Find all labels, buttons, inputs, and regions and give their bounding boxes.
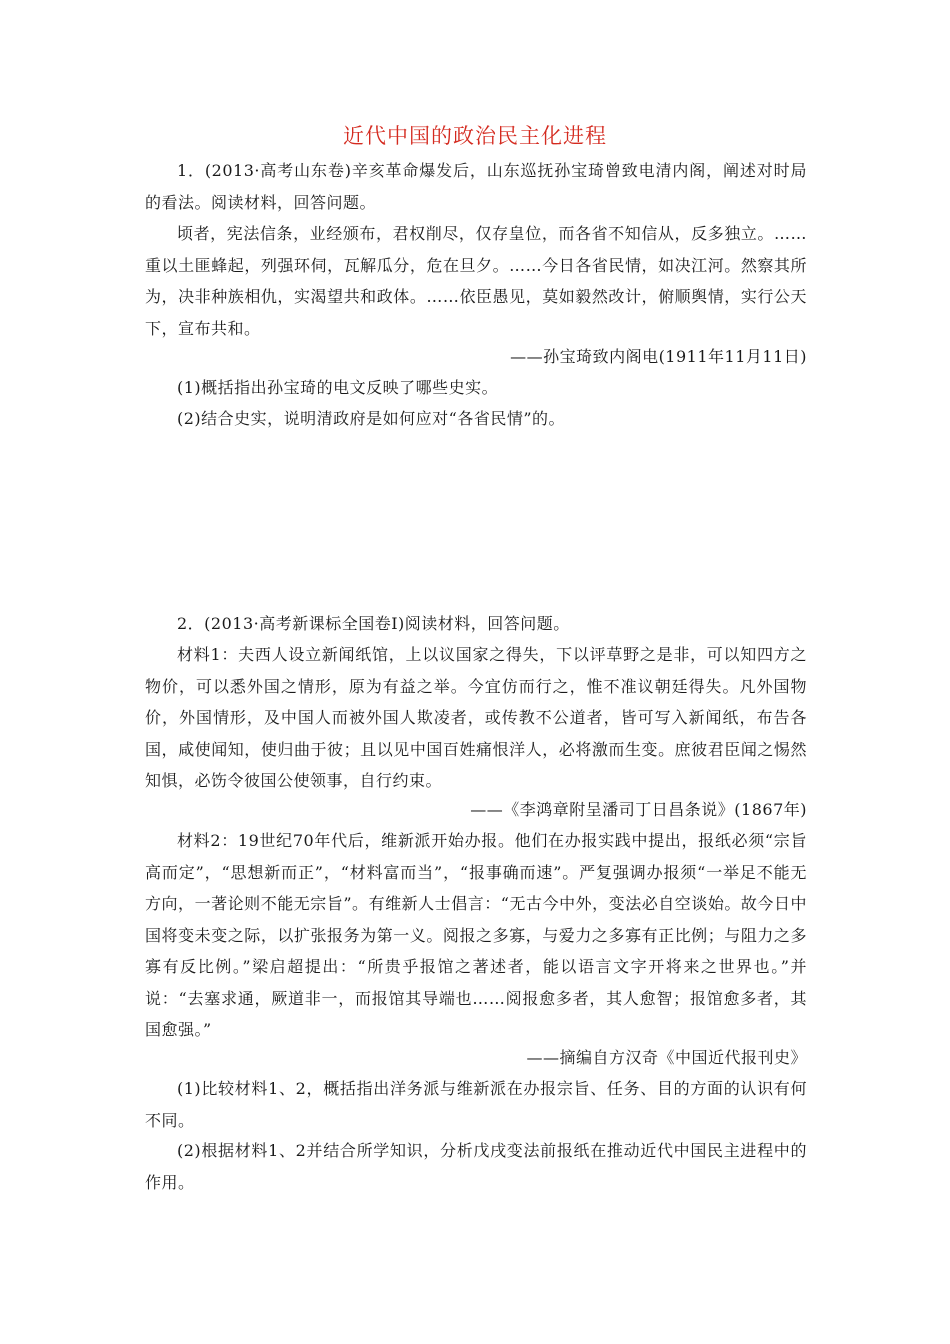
q2-source-1: ——《李鸿章附呈潘司丁日昌条说》(1867年) [470,800,807,819]
q2-source-2: ——摘编自方汉奇《中国近代报刊史》 [526,1048,807,1067]
q1-source: ——孙宝琦致内阁电(1911年11月11日) [510,347,807,366]
page-title: 近代中国的政治民主化进程 [343,124,607,148]
q2-material-2: 材料2：19世纪70年代后，维新派开始办报。他们在办报实践中提出，报纸必须“宗旨高而定”，“思想新而正”，“材料富而当”，“报事确而速”。严复强调办报须“一举足不能无方向，一著论则不能无宗旨”。有维新人士倡言：“无古今中外，变法必自空谈始。故今日中国将变未变之际，以扩张报务为第一义。阅报之多寡，与爱力之多寡有正比例；与阻力之多寡有反比例。”梁启超提出：“所贵乎报馆之著述者，能以语言文字开将来之世界也。”并说：“去塞求通，厥道非一，而报馆其导端也……阅报愈多者，其人愈智；报馆愈多者，其国愈强。” [145,831,807,1039]
q2-prompt: 2．(2013·高考新课标全国卷Ⅰ)阅读材料，回答问题。 [177,614,570,633]
q1-prompt: 1．(2013·高考山东卷)辛亥革命爆发后，山东巡抚孙宝琦曾致电清内阁，阐述对时局的看法。阅读材料，回答问题。 [145,161,807,212]
q2-subquestion-2: (2)根据材料1、2并结合所学知识，分析戊戌变法前报纸在推动近代中国民主进程中的作用。 [145,1141,807,1192]
q2-subquestion-1: (1)比较材料1、2，概括指出洋务派与维新派在办报宗旨、任务、目的方面的认识有何不同。 [145,1079,807,1130]
q2-material-1: 材料1：夫西人设立新闻纸馆，上以议国家之得失，下以评草野之是非，可以知四方之物价，可以悉外国之情形，原为有益之举。今宜仿而行之，惟不准议朝廷得失。凡外国物价，外国情形，及中国人而被外国人欺凌者，或传教不公道者，皆可写入新闻纸，布告各国，咸使闻知，使归曲于彼；且以见中国百姓痛恨洋人，必将激而生变。庶彼君臣闻之惕然知惧，必饬令彼国公使领事，自行约束。 [145,645,807,790]
q1-subquestion-1: (1)概括指出孙宝琦的电文反映了哪些史实。 [177,378,499,397]
q1-subquestion-2: (2)结合史实，说明清政府是如何应对“各省民情”的。 [177,409,566,428]
q1-material: 顷者，宪法信条，业经颁布，君权削尽，仅存皇位，而各省不知信从，反多独立。……重以土匪蜂起，列强环伺，瓦解瓜分，危在旦夕。……今日各省民情，如决江河。然察其所为，决非种族相仇，实渴望共和政体。……依臣愚见，莫如毅然改计，俯顺舆情，实行公天下，宣布共和。 [145,224,807,338]
